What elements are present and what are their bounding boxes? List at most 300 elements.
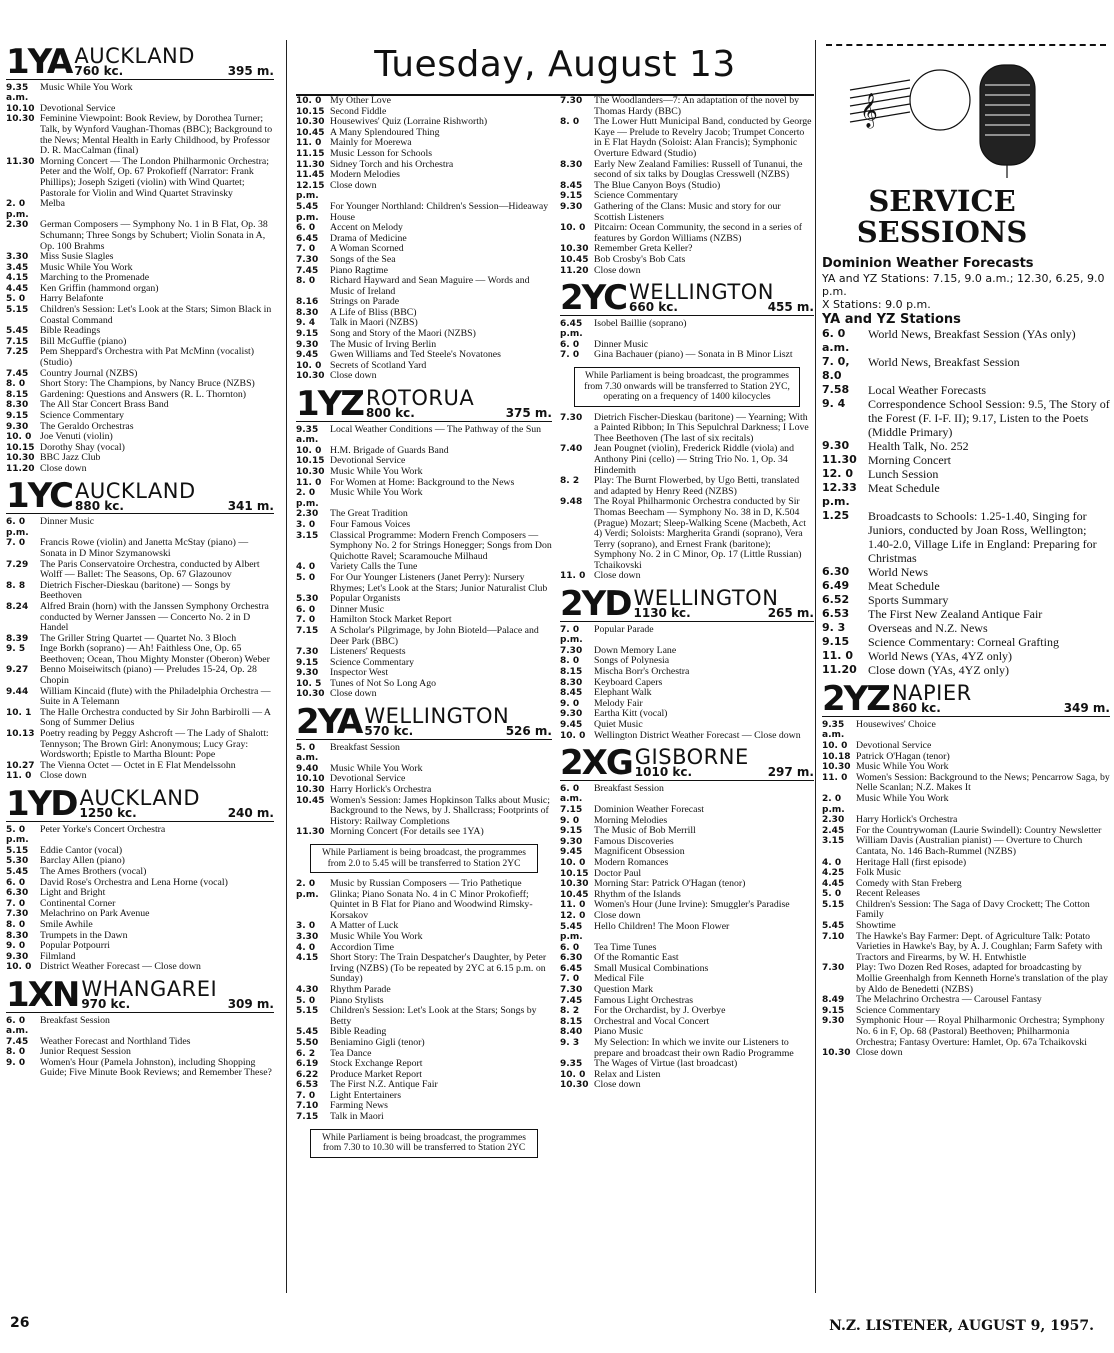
program-item bbox=[296, 371, 552, 382]
program-item bbox=[6, 581, 274, 602]
program-title: Piano Stylists bbox=[330, 994, 384, 1006]
program-item bbox=[560, 266, 814, 277]
program-item bbox=[822, 355, 1110, 383]
station-city: AUCKLAND bbox=[75, 478, 196, 503]
program-time: 9.40 bbox=[296, 763, 319, 774]
program-title: For Women at Home: Background to the News bbox=[330, 476, 515, 488]
program-item bbox=[296, 520, 552, 531]
program-title: World News (YAs, 4YZ only) bbox=[868, 649, 1013, 664]
program-title: Early New Zealand Families: Russell of Tunanui, the second of six talks by Douglas Cresswell (NZBS) bbox=[594, 158, 803, 181]
program-item bbox=[822, 649, 1110, 663]
program-title: Gardening: Questions and Answers (R. L. Thornton) bbox=[40, 388, 247, 400]
issue-line: N.Z. LISTENER, AUGUST 9, 1957. bbox=[829, 1318, 1094, 1334]
program-title: Breakfast Session bbox=[594, 782, 664, 794]
program-time: 8.45 bbox=[560, 180, 583, 191]
program-title: Stock Exchange Report bbox=[330, 1058, 423, 1070]
program-time: 9.30 bbox=[560, 709, 583, 720]
program-title: Magnificent Obsession bbox=[594, 846, 685, 858]
program-title: Popular Organists bbox=[330, 593, 401, 605]
program-title: For the Orchardist, by J. Overbye bbox=[594, 1005, 726, 1017]
program-time: 11. 0 bbox=[560, 900, 586, 911]
program-time: 9.15 bbox=[296, 329, 319, 340]
page-title: Tuesday, August 13 bbox=[374, 44, 736, 85]
program-time: 7. 0 bbox=[296, 1090, 316, 1101]
program-time: 10.30 bbox=[822, 1048, 851, 1059]
station-info bbox=[364, 706, 552, 737]
station-kc: 800 kc. bbox=[365, 406, 415, 421]
program-title: Small Musical Combinations bbox=[594, 962, 709, 974]
program-title: Famous Light Orchestras bbox=[594, 994, 694, 1006]
program-item bbox=[560, 444, 814, 476]
program-title: Hello Children! The Moon Flower bbox=[594, 920, 730, 932]
program-item bbox=[296, 985, 552, 996]
program-title: Close down bbox=[330, 179, 377, 191]
program-time: 7.40 bbox=[560, 444, 583, 455]
program-title: The First N.Z. Antique Fair bbox=[330, 1079, 438, 1091]
program-time: 10. 0 bbox=[560, 1069, 586, 1080]
program-item bbox=[296, 531, 552, 563]
program-item bbox=[822, 1048, 1110, 1059]
program-time: 10.15 bbox=[560, 868, 589, 879]
program-time: 11.45 bbox=[296, 170, 325, 181]
program-time: 10. 0 bbox=[296, 360, 322, 371]
program-title: Correspondence School Session: 9.5, The Story of the Forest (F. I-F. II); 9.17, Listen to the Poets (Middle Primary) bbox=[868, 397, 1110, 440]
program-title: Dietrich Fischer-Dieskau (baritone) — Yearning; With a Painted Ribbon; In This Sepulchral Darkness; I Love Thee Beethoven (The last of six recitals) bbox=[594, 411, 809, 444]
station-header bbox=[6, 783, 274, 824]
station-header bbox=[6, 476, 274, 517]
program-title: Science Commentary bbox=[856, 1004, 941, 1016]
station-header bbox=[560, 277, 814, 318]
program-time: 6.30 bbox=[822, 565, 850, 579]
program-time: 5.45 bbox=[822, 921, 845, 932]
column-rule bbox=[286, 40, 287, 1293]
station-frequency bbox=[629, 302, 814, 313]
program-title: For Our Younger Listeners (Janet Perry): Nursery Rhymes; Let's Look at the Stars; Junior Naturalist Club bbox=[330, 571, 548, 594]
program-time: 2. 0 p.m. bbox=[822, 793, 845, 815]
program-time: 6.30 bbox=[6, 888, 29, 899]
program-time: 12. 0 bbox=[822, 467, 853, 481]
station-wavelength: 240 m. bbox=[227, 806, 274, 820]
program-title: My Selection: In which we invite our Listeners to prepare and broadcast their own Radio Programme bbox=[594, 1037, 794, 1059]
station-frequency bbox=[81, 996, 274, 1011]
program-time: 6.45 p.m. bbox=[560, 318, 583, 340]
program-title: For Younger Northland: Children's Session—Hideaway House bbox=[330, 200, 549, 223]
program-time: 1.25 bbox=[822, 509, 850, 523]
program-title: Piano Ragtime bbox=[330, 264, 388, 276]
station-kc: 660 kc. bbox=[629, 300, 678, 315]
program-title: Dietrich Fischer-Dieskau (baritone) — Songs by Beethoven bbox=[40, 579, 231, 602]
program-title: Women's Hour (Pamela Johnston), including Shopping Guide; Five Minute Book Reviews; and Remember These? bbox=[40, 1056, 272, 1079]
program-time: 9.35 a.m. bbox=[6, 82, 29, 104]
program-item bbox=[560, 625, 814, 646]
program-title: Medical File bbox=[594, 973, 644, 985]
program-time: 6.53 bbox=[822, 607, 850, 621]
program-title: Piano Music bbox=[594, 1026, 644, 1038]
station-wavelength: 309 m. bbox=[227, 996, 274, 1011]
radio-microphone-illustration-icon bbox=[830, 60, 1100, 180]
program-item bbox=[822, 836, 1110, 857]
program-title: The Halle Orchestra conducted by Sir John Barbirolli — A Song of Summer Delius bbox=[40, 706, 271, 729]
program-item bbox=[560, 497, 814, 571]
program-item bbox=[6, 867, 274, 878]
svg-text:𝄞: 𝄞 bbox=[860, 94, 878, 127]
station-kc: 970 kc. bbox=[81, 996, 131, 1011]
program-time: 3.30 bbox=[296, 931, 319, 942]
program-title: Peter Yorke's Concert Orchestra bbox=[40, 823, 166, 835]
program-time: 5.50 bbox=[296, 1037, 319, 1048]
program-item bbox=[822, 593, 1110, 607]
program-time: 5.15 bbox=[296, 1006, 319, 1017]
program-time: 7. 0 bbox=[560, 350, 580, 361]
program-time: 5. 0 bbox=[822, 889, 842, 900]
program-item bbox=[296, 467, 552, 478]
station-wavelength: 297 m. bbox=[767, 765, 814, 780]
program-title: Filmland bbox=[40, 950, 76, 962]
program-title: A Woman Scorned bbox=[330, 243, 404, 255]
program-title: Heritage Hall (first episode) bbox=[856, 856, 967, 868]
program-item bbox=[822, 932, 1110, 964]
program-time: 4.15 bbox=[6, 273, 29, 284]
station-wavelength: 395 m. bbox=[227, 64, 274, 78]
program-title: Morning Star: Patrick O'Hagan (tenor) bbox=[594, 878, 746, 890]
program-title: Keyboard Capers bbox=[594, 676, 663, 688]
program-time: 7.58 bbox=[822, 383, 850, 397]
program-title: Mischa Borr's Orchestra bbox=[594, 666, 690, 678]
program-title: Close down bbox=[856, 1047, 903, 1059]
program-title: Meat Schedule bbox=[868, 481, 940, 496]
program-item bbox=[560, 476, 814, 497]
program-time: 10.30 bbox=[6, 114, 35, 125]
program-title: Modern Romances bbox=[594, 856, 669, 868]
program-title: The Paris Conservatoire Orchestra, conducted by Albert Wolff — Ballet: The Seasons, Op. 67 Glazounov bbox=[40, 558, 260, 581]
program-time: 10.15 bbox=[296, 456, 325, 467]
program-item bbox=[296, 202, 552, 223]
program-time: 4. 0 bbox=[296, 942, 316, 953]
program-time: 9.35 a.m. bbox=[296, 424, 319, 446]
program-time: 7.15 bbox=[296, 625, 319, 636]
program-title: Dorothy Shay (vocal) bbox=[40, 441, 125, 453]
program-title: Close down bbox=[330, 370, 377, 382]
program-title: Patrick O'Hagan (tenor) bbox=[856, 750, 950, 762]
program-title: Rhythm Parade bbox=[330, 983, 391, 995]
program-time: 7. 0 p.m. bbox=[560, 624, 583, 646]
program-item bbox=[6, 347, 274, 368]
program-time: 9.44 bbox=[6, 686, 29, 697]
program-title: Devotional Service bbox=[856, 739, 932, 751]
program-item bbox=[6, 771, 274, 782]
station-header bbox=[560, 742, 814, 783]
station-callsign: 2YZ bbox=[822, 678, 889, 719]
program-title: Songs of Polynesia bbox=[594, 655, 670, 667]
program-item bbox=[560, 922, 814, 943]
program-title: Four Famous Voices bbox=[330, 518, 411, 530]
program-title: The Music of Irving Berlin bbox=[330, 338, 437, 350]
program-title: Beniamino Gigli (tenor) bbox=[330, 1036, 425, 1048]
program-item bbox=[6, 920, 274, 931]
program-title: Rhythm of the Islands bbox=[594, 888, 681, 900]
program-title: Variety Calls the Tune bbox=[330, 561, 418, 573]
program-time: 10.30 bbox=[6, 453, 35, 464]
station-wavelength: 265 m. bbox=[767, 606, 814, 621]
program-time: 9.30 bbox=[560, 836, 583, 847]
program-time: 5.15 bbox=[6, 305, 29, 316]
program-title: Close down bbox=[330, 688, 377, 700]
program-title: The Royal Philharmonic Orchestra conducted by Sir Thomas Beecham — Symphony No. 38 in D, K.504 (Prague) Mozart; Sleep-Walking Scene (Macbeth, Act 4) Verdi; Soloists: Margherita Grandi (soprano), Vera Terry (soprano), and Ernest Frank (baritone); Symphony No. 2 in C Minor, Op. 17 (Little Russian) Tchaikovski bbox=[594, 496, 806, 571]
program-item bbox=[560, 413, 814, 445]
program-time: 11.20 bbox=[822, 663, 857, 677]
station-kc: 880 kc. bbox=[75, 498, 124, 513]
program-time: 8. 0 bbox=[296, 276, 316, 287]
program-title: Of the Romantic East bbox=[594, 952, 679, 964]
program-title: Benno Moiseiwitsch (piano) — Preludes 15-24, Op. 28 Chopin bbox=[40, 664, 257, 687]
program-item bbox=[822, 579, 1110, 593]
program-item bbox=[6, 411, 274, 422]
program-time: 5. 0 a.m. bbox=[296, 742, 319, 764]
program-item bbox=[822, 327, 1110, 355]
program-time: 8.24 bbox=[6, 601, 29, 612]
program-item bbox=[296, 573, 552, 594]
program-title: Science Commentary bbox=[594, 190, 679, 202]
program-time: 5.15 bbox=[6, 845, 29, 856]
program-time: 10.45 bbox=[296, 127, 325, 138]
program-title: Children's Session: Let's Look at the Stars; Simon Black in Coastal Command bbox=[40, 304, 272, 326]
program-time: 9. 3 bbox=[822, 621, 846, 635]
program-item bbox=[6, 157, 274, 199]
program-time: 12.33 p.m. bbox=[822, 481, 857, 509]
program-item bbox=[822, 439, 1110, 453]
program-time: 10.45 bbox=[560, 254, 589, 265]
station-kc: 860 kc. bbox=[891, 701, 941, 716]
program-item bbox=[296, 96, 552, 107]
program-time: 10.10 bbox=[6, 103, 35, 114]
program-title: Close down (YAs, 4YZ only) bbox=[868, 663, 1009, 678]
program-time: 11.30 bbox=[296, 159, 325, 170]
program-title: William Kincaid (flute) with the Philadelphia Orchestra — Suite in A Telemann bbox=[40, 685, 271, 708]
station-frequency bbox=[366, 408, 552, 419]
program-time: 2.30 bbox=[296, 509, 319, 520]
program-time: 5.45 bbox=[6, 326, 29, 337]
napier-section bbox=[822, 678, 1110, 1059]
program-time: 6. 0 a.m. bbox=[6, 1015, 29, 1037]
station-header bbox=[296, 383, 552, 424]
column-4 bbox=[822, 255, 1110, 1283]
station-city: NAPIER bbox=[891, 681, 972, 706]
program-title: Bible Readings bbox=[40, 325, 101, 337]
station-kc: 570 kc. bbox=[364, 724, 414, 739]
program-title: Science Commentary: Corneal Grafting bbox=[868, 635, 1059, 650]
program-time: 10. 0 bbox=[296, 445, 322, 456]
program-time: 11.30 bbox=[822, 453, 857, 467]
program-item bbox=[296, 425, 552, 446]
program-time: 8.15 bbox=[560, 667, 583, 678]
station-wavelength: 375 m. bbox=[505, 406, 552, 421]
program-time: 6.52 bbox=[822, 593, 850, 607]
program-item bbox=[822, 621, 1110, 635]
program-title: Harry Horlick's Orchestra bbox=[856, 814, 958, 826]
program-title: World News, Breakfast Session bbox=[868, 355, 1020, 370]
program-time: 10. 0 bbox=[560, 223, 586, 234]
program-time: 8. 8 bbox=[6, 580, 26, 591]
program-item bbox=[6, 962, 274, 973]
program-time: 5.30 bbox=[6, 856, 29, 867]
program-item bbox=[560, 805, 814, 816]
program-item bbox=[560, 858, 814, 869]
program-title: A Matter of Luck bbox=[330, 920, 399, 932]
program-title: Short Story: The Champions, by Nancy Bruce (NZBS) bbox=[40, 378, 255, 390]
program-title: Morning Concert (For details see 1YA) bbox=[330, 826, 484, 838]
program-title: Women's Session: James Hopkinson Talks about Music; Background to the News, by J. Shallcrass; Footprints of History: Railway Completions bbox=[330, 794, 550, 827]
program-time: 4.45 bbox=[6, 283, 29, 294]
column-3 bbox=[560, 96, 814, 1283]
station-frequency bbox=[364, 726, 552, 737]
program-title: Close down bbox=[40, 770, 87, 782]
station-info bbox=[366, 388, 552, 419]
program-time: 11.20 bbox=[6, 463, 35, 474]
program-title: Women's Hour (June Irvine): Smuggler's Paradise bbox=[594, 899, 790, 911]
program-time: 6. 2 bbox=[296, 1048, 316, 1059]
program-title: Children's Session: The Saga of Davy Crockett; The Cotton Family bbox=[856, 898, 1090, 921]
station-info bbox=[75, 478, 274, 513]
program-title: Harry Horlick's Orchestra bbox=[330, 784, 432, 796]
program-item bbox=[296, 1038, 552, 1049]
program-title: Devotional Service bbox=[330, 773, 406, 785]
program-item bbox=[560, 731, 814, 742]
program-time: 9. 3 bbox=[560, 1038, 580, 1049]
program-time: 8.39 bbox=[6, 633, 29, 644]
program-time: 10.30 bbox=[560, 879, 589, 890]
program-title: The Music of Bob Merrill bbox=[594, 825, 696, 837]
program-time: 6.53 bbox=[296, 1080, 319, 1091]
program-time: 8. 0 bbox=[560, 117, 580, 128]
station-city: AUCKLAND bbox=[79, 786, 201, 810]
program-title: Breakfast Session bbox=[330, 741, 400, 753]
program-item bbox=[822, 794, 1110, 815]
program-title: Down Memory Lane bbox=[594, 644, 677, 656]
program-time: 10.30 bbox=[296, 467, 325, 477]
program-item bbox=[822, 1016, 1110, 1048]
program-title: Continental Corner bbox=[40, 897, 116, 909]
program-item bbox=[560, 1080, 814, 1091]
program-title: Gathering of the Clans: Music and story for our Scottish Listeners bbox=[594, 200, 781, 223]
station-wavelength: 526 m. bbox=[505, 724, 552, 739]
program-item bbox=[6, 560, 274, 581]
program-title: Close down bbox=[594, 570, 641, 582]
program-time: 8.30 bbox=[560, 159, 583, 170]
program-item bbox=[560, 571, 814, 582]
program-title: Close down bbox=[594, 1079, 641, 1091]
station-callsign: 1YA bbox=[6, 41, 72, 82]
station-wavelength: 455 m. bbox=[767, 300, 814, 315]
program-title: Music While You Work bbox=[856, 761, 949, 773]
program-title: Light Entertainers bbox=[330, 1089, 402, 1101]
program-item bbox=[560, 223, 814, 244]
program-title: Poetry reading by Peggy Ashcroft — The Lady of Shalott: Tennyson; The Brown Girl: Anonymous; Lucy Gray: Wordsworth; Epistle to Martha Blount: Pope bbox=[40, 728, 269, 761]
program-title: Harry Belafonte bbox=[40, 293, 104, 305]
program-time: 7.15 bbox=[6, 336, 29, 347]
program-time: 3. 0 bbox=[296, 519, 316, 530]
program-time: 9.30 bbox=[822, 1016, 845, 1027]
program-time: 2.30 bbox=[822, 815, 845, 826]
program-title: Elephant Walk bbox=[594, 687, 652, 699]
program-item bbox=[822, 565, 1110, 579]
program-title: Farming News bbox=[330, 1100, 388, 1112]
program-time: 8. 0 bbox=[6, 919, 26, 930]
program-title: Bible Reading bbox=[330, 1026, 387, 1038]
station-frequency bbox=[635, 767, 814, 778]
program-time: 9.30 bbox=[560, 201, 583, 212]
program-time: 6.22 bbox=[296, 1069, 319, 1080]
program-item bbox=[296, 689, 552, 700]
program-title: Local Weather Forecasts bbox=[868, 383, 987, 398]
program-time: 10.45 bbox=[296, 795, 325, 806]
program-title: Jean Pougnet (violin), Frederick Riddle (viola) and Anthony Pini (cello) — String Trio No. 1, Op. 34 Hindemith bbox=[594, 443, 794, 476]
program-title: Joe Venuti (violin) bbox=[40, 431, 113, 443]
program-title: Song and Story of the Maori (NZBS) bbox=[330, 328, 476, 340]
program-title: Music While You Work bbox=[40, 261, 133, 273]
program-time: 11. 0 bbox=[296, 138, 322, 149]
program-time: 10.15 bbox=[296, 106, 325, 117]
parliament-notice: While Parliament is being broadcast, the programmes from 2.0 to 5.45 will be transferred to Station 2YC bbox=[310, 844, 538, 873]
program-time: 10.13 bbox=[6, 729, 35, 740]
program-item bbox=[6, 199, 274, 220]
program-title: Talk in Maori bbox=[330, 1111, 384, 1123]
program-item bbox=[822, 383, 1110, 397]
program-title: A Scholar's Pilgrimage, by John Bioteld—Palace and Deer Park (BBC) bbox=[330, 624, 539, 647]
program-time: 9. 0 bbox=[6, 1057, 26, 1068]
station-kc: 1130 kc. bbox=[633, 606, 691, 621]
program-time: 9.15 bbox=[822, 1005, 845, 1016]
program-title: The Geraldo Orchestras bbox=[40, 420, 134, 432]
parliament-notice: While Parliament is being broadcast, the programmes from 7.30 onwards will be transferred to Station 2YC, operating on a frequency of 1400 kilocycles bbox=[574, 367, 800, 407]
station-callsign: 2YC bbox=[560, 277, 627, 318]
column-rule bbox=[815, 40, 816, 1293]
program-title: Music by Russian Composers — Trio Pathetique Glinka; Piano Sonata No. 4 in C Minor Prokofieff; Quintet in B Flat for Piano and Woodwind Rimsky-Korsakov bbox=[330, 878, 533, 921]
program-title: Doctor Paul bbox=[594, 867, 642, 879]
program-time: 8. 2 bbox=[560, 476, 580, 487]
station-frequency bbox=[892, 703, 1110, 714]
program-time: 9.30 bbox=[822, 439, 850, 453]
program-time: 5. 0 bbox=[296, 995, 316, 1006]
program-item bbox=[822, 900, 1110, 921]
program-time: 11.30 bbox=[6, 156, 35, 167]
program-time: 7. 0 bbox=[296, 244, 316, 255]
program-title: Devotional Service bbox=[330, 455, 406, 467]
program-title: Short Story: The Train Despatcher's Daughter, by Peter Irving (NZBS) (To be repeated by 2YC at 6.15 p.m. on Sunday) bbox=[330, 952, 547, 985]
program-title: Secrets of Scotland Yard bbox=[330, 359, 427, 371]
program-time: 7.25 bbox=[6, 347, 29, 358]
program-time: 11. 0 bbox=[822, 772, 848, 783]
program-title: Dominion Weather Forecast bbox=[594, 803, 705, 815]
program-time: 12. 0 bbox=[560, 910, 586, 921]
program-time: 9. 0 bbox=[6, 941, 26, 952]
program-title: Morning Concert bbox=[868, 453, 951, 468]
program-title: Miss Susie Slagles bbox=[40, 251, 114, 263]
program-time: 9. 4 bbox=[296, 318, 316, 329]
program-item bbox=[6, 464, 274, 475]
program-item bbox=[560, 202, 814, 223]
program-time: 2. 0 p.m. bbox=[296, 488, 319, 509]
program-time: 11. 0 bbox=[560, 571, 586, 582]
program-time: 2. 0 p.m. bbox=[6, 199, 29, 220]
station-info bbox=[81, 976, 274, 1011]
station-info bbox=[892, 683, 1110, 714]
program-time: 8.30 bbox=[6, 930, 29, 941]
program-time: 9.15 bbox=[822, 635, 850, 649]
station-city: AUCKLAND bbox=[74, 44, 195, 68]
program-time: 9. 4 bbox=[822, 397, 846, 411]
program-title: Science Commentary bbox=[40, 410, 125, 421]
program-title: Eddie Cantor (vocal) bbox=[40, 844, 123, 856]
